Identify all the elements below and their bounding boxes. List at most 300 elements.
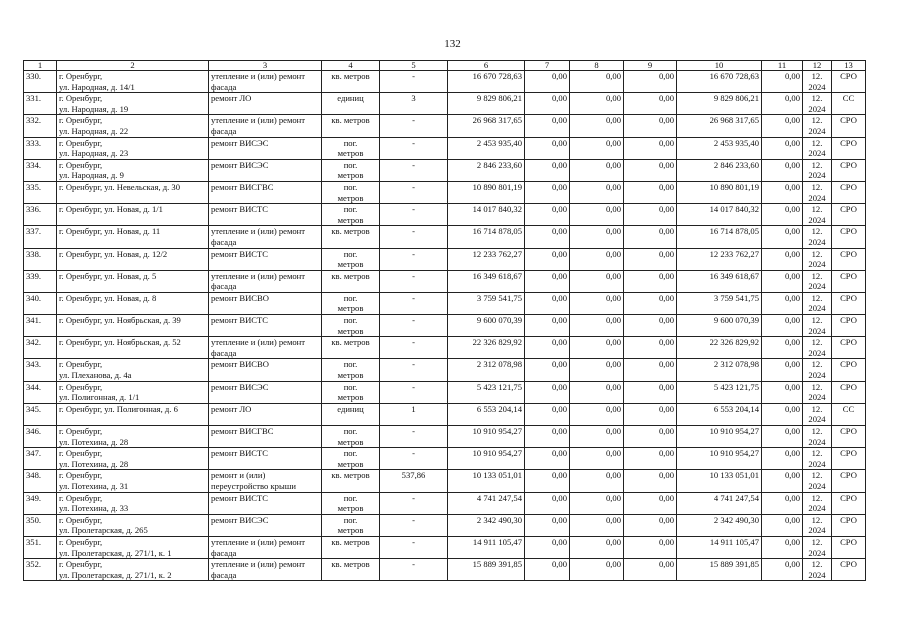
value-cell-col8: 0,00 [570, 204, 624, 226]
work-type-cell [209, 359, 322, 381]
unit-cell-line: метров [337, 303, 364, 314]
total-cost-cell: 9 829 806,21 [448, 93, 525, 115]
work-type-cell [209, 492, 322, 514]
completion-date-cell [803, 270, 832, 292]
value-cell-col7: 0,00 [525, 270, 570, 292]
completion-date-cell-line: 2024 [808, 547, 826, 558]
completion-date-cell-line: 12. [811, 248, 823, 259]
unit-cell-line: пог. [343, 426, 358, 436]
fund-cost-cell: 9 600 070,39 [677, 315, 762, 337]
fund-cost-cell: 12 233 762,27 [677, 248, 762, 270]
work-type-cell [209, 292, 322, 314]
quantity-cell: - [380, 159, 448, 181]
completion-date-cell-line: 2024 [808, 125, 826, 136]
work-type-cell [209, 337, 322, 359]
address-cell [57, 359, 209, 381]
completion-date-cell-line: 2024 [808, 347, 826, 358]
quantity-cell: 537,86 [380, 470, 448, 492]
completion-date-cell-line: 2024 [808, 414, 826, 425]
fund-cost-cell: 14 911 105,47 [677, 536, 762, 558]
total-cost-cell: 16 349 618,67 [448, 270, 525, 292]
row-number-cell: 338. [24, 248, 57, 270]
quantity-cell: - [380, 492, 448, 514]
row-number-cell: 339. [24, 270, 57, 292]
address-cell [57, 159, 209, 181]
value-cell-col8: 0,00 [570, 381, 624, 403]
unit-cell [322, 359, 380, 381]
column-number: 9 [624, 61, 677, 71]
fund-cost-cell: 10 910 954,27 [677, 448, 762, 470]
value-cell-col8: 0,00 [570, 270, 624, 292]
completion-date-cell-line: 12. [811, 315, 823, 326]
work-type-cell-line: фасада [211, 81, 237, 92]
address-cell [57, 115, 209, 137]
work-type-cell-line: ремонт ВИСТС [211, 248, 269, 259]
total-cost-cell: 3 759 541,75 [448, 292, 525, 314]
value-cell-col9: 0,00 [624, 204, 677, 226]
fund-cost-cell: 10 133 051,01 [677, 470, 762, 492]
value-cell-col11: 0,00 [762, 115, 803, 137]
unit-cell [322, 181, 380, 203]
address-cell [57, 337, 209, 359]
value-cell-col9: 0,00 [624, 93, 677, 115]
fund-cost-cell: 9 829 806,21 [677, 93, 762, 115]
total-cost-cell: 16 714 878,05 [448, 226, 525, 248]
work-type-cell [209, 270, 322, 292]
value-cell-col8: 0,00 [570, 470, 624, 492]
completion-date-cell [803, 115, 832, 137]
work-type-cell-line: ремонт ВИСЭС [211, 514, 269, 525]
total-cost-cell: 5 423 121,75 [448, 381, 525, 403]
quantity-cell: - [380, 204, 448, 226]
address-cell-line: ул. Плеханова, д. 4а [59, 370, 132, 381]
address-cell-line: г. Оренбург, ул. Ноябрьская, д. 52 [59, 337, 181, 348]
quantity-cell: - [380, 115, 448, 137]
value-cell-col9: 0,00 [624, 403, 677, 425]
completion-date-cell [803, 248, 832, 270]
completion-date-cell-line: 12. [811, 514, 823, 525]
fund-method-cell: СРО [832, 204, 866, 226]
address-cell [57, 492, 209, 514]
address-cell [57, 536, 209, 558]
fund-method-cell: СРО [832, 270, 866, 292]
address-cell [57, 448, 209, 470]
fund-method-cell: СРО [832, 448, 866, 470]
total-cost-cell: 9 600 070,39 [448, 315, 525, 337]
completion-date-cell [803, 226, 832, 248]
value-cell-col11: 0,00 [762, 559, 803, 581]
value-cell-col7: 0,00 [525, 448, 570, 470]
address-cell-line: ул. Потехина, д. 31 [59, 480, 129, 491]
unit-cell [322, 71, 380, 93]
quantity-cell: - [380, 426, 448, 448]
value-cell-col11: 0,00 [762, 137, 803, 159]
address-cell [57, 248, 209, 270]
table-row [24, 470, 866, 492]
work-type-cell-line: фасада [211, 547, 237, 558]
address-cell-line: ул. Народная, д. 14/1 [59, 81, 135, 92]
unit-cell [322, 426, 380, 448]
work-type-cell-line: фасада [211, 281, 237, 292]
table-row [24, 492, 866, 514]
address-cell-line: ул. Народная, д. 23 [59, 148, 129, 159]
work-type-cell-line: ремонт ВИСВО [211, 359, 269, 370]
quantity-cell: - [380, 337, 448, 359]
work-type-cell-line: ремонт ЛО [211, 93, 252, 104]
work-type-cell [209, 248, 322, 270]
total-cost-cell: 22 326 829,92 [448, 337, 525, 359]
repair-program-table [23, 60, 866, 581]
completion-date-cell-line: 12. [811, 93, 823, 104]
table-row [24, 248, 866, 270]
unit-cell-line: кв. метров [331, 337, 370, 348]
table-row [24, 315, 866, 337]
unit-cell [322, 137, 380, 159]
completion-date-cell [803, 315, 832, 337]
fund-cost-cell: 10 910 954,27 [677, 426, 762, 448]
value-cell-col11: 0,00 [762, 292, 803, 314]
value-cell-col7: 0,00 [525, 426, 570, 448]
value-cell-col8: 0,00 [570, 315, 624, 337]
total-cost-cell: 6 553 204,14 [448, 403, 525, 425]
row-number-cell: 333. [24, 137, 57, 159]
work-type-cell-line: ремонт и (или) [211, 470, 266, 481]
value-cell-col9: 0,00 [624, 448, 677, 470]
unit-cell-line: метров [337, 325, 364, 336]
value-cell-col9: 0,00 [624, 270, 677, 292]
unit-cell-line: единиц [337, 403, 364, 414]
column-number: 11 [762, 61, 803, 71]
row-number-cell: 348. [24, 470, 57, 492]
quantity-cell: - [380, 181, 448, 203]
total-cost-cell: 2 846 233,60 [448, 159, 525, 181]
fund-method-cell: СРО [832, 315, 866, 337]
table-row [24, 93, 866, 115]
value-cell-col9: 0,00 [624, 337, 677, 359]
unit-cell-line: метров [337, 436, 364, 447]
work-type-cell [209, 315, 322, 337]
completion-date-cell-line: 12. [811, 426, 823, 436]
completion-date-cell-line: 2024 [808, 525, 826, 536]
table-row [24, 381, 866, 403]
unit-cell [322, 93, 380, 115]
row-number-cell: 341. [24, 315, 57, 337]
address-cell-line: ул. Народная, д. 9 [59, 170, 124, 181]
unit-cell-line: метров [337, 503, 364, 514]
value-cell-col11: 0,00 [762, 514, 803, 536]
work-type-cell [209, 226, 322, 248]
completion-date-cell-line: 2024 [808, 503, 826, 514]
value-cell-col11: 0,00 [762, 315, 803, 337]
address-cell-line: ул. Потехина, д. 33 [59, 503, 129, 514]
value-cell-col9: 0,00 [624, 226, 677, 248]
fund-method-cell: СРО [832, 337, 866, 359]
work-type-cell-line: утепление и (или) ремонт [211, 559, 306, 570]
quantity-cell: - [380, 559, 448, 581]
completion-date-cell-line: 12. [811, 403, 823, 414]
completion-date-cell-line: 2024 [808, 392, 826, 403]
work-type-cell [209, 181, 322, 203]
total-cost-cell: 12 233 762,27 [448, 248, 525, 270]
work-type-cell [209, 448, 322, 470]
page-number: 132 [444, 38, 461, 50]
address-cell-line: г. Оренбург, [59, 536, 103, 547]
completion-date-cell-line: 12. [811, 159, 823, 170]
unit-cell-line: пог. [343, 159, 358, 170]
value-cell-col11: 0,00 [762, 93, 803, 115]
unit-cell [322, 115, 380, 137]
value-cell-col8: 0,00 [570, 292, 624, 314]
work-type-cell [209, 115, 322, 137]
total-cost-cell: 14 911 105,47 [448, 536, 525, 558]
value-cell-col7: 0,00 [525, 71, 570, 93]
address-cell [57, 403, 209, 425]
column-number: 6 [448, 61, 525, 71]
table-row [24, 514, 866, 536]
fund-method-cell: СРО [832, 137, 866, 159]
value-cell-col7: 0,00 [525, 403, 570, 425]
unit-cell [322, 248, 380, 270]
work-type-cell-line: ремонт ВИСЭС [211, 159, 269, 170]
value-cell-col8: 0,00 [570, 403, 624, 425]
address-cell [57, 514, 209, 536]
work-type-cell-line: фасада [211, 125, 237, 136]
table-row [24, 359, 866, 381]
row-number-cell: 340. [24, 292, 57, 314]
work-type-cell [209, 137, 322, 159]
address-cell-line: г. Оренбург, [59, 426, 103, 436]
total-cost-cell: 10 133 051,01 [448, 470, 525, 492]
fund-cost-cell: 14 017 840,32 [677, 204, 762, 226]
completion-date-cell [803, 470, 832, 492]
address-cell-line: г. Оренбург, [59, 559, 103, 570]
completion-date-cell [803, 403, 832, 425]
value-cell-col9: 0,00 [624, 71, 677, 93]
total-cost-cell: 2 342 490,30 [448, 514, 525, 536]
value-cell-col9: 0,00 [624, 559, 677, 581]
work-type-cell [209, 536, 322, 558]
fund-method-cell: СРО [832, 426, 866, 448]
total-cost-cell: 2 312 078,98 [448, 359, 525, 381]
work-type-cell-line: фасада [211, 347, 237, 358]
unit-cell-line: пог. [343, 315, 358, 326]
value-cell-col8: 0,00 [570, 492, 624, 514]
work-type-cell-line: переустройство крыши [211, 480, 296, 491]
value-cell-col8: 0,00 [570, 226, 624, 248]
row-number-cell: 343. [24, 359, 57, 381]
table-row [24, 226, 866, 248]
fund-method-cell: СРО [832, 181, 866, 203]
value-cell-col8: 0,00 [570, 93, 624, 115]
table-row [24, 292, 866, 314]
quantity-cell: - [380, 226, 448, 248]
row-number-cell: 336. [24, 204, 57, 226]
fund-method-cell: СРО [832, 159, 866, 181]
value-cell-col8: 0,00 [570, 337, 624, 359]
value-cell-col11: 0,00 [762, 337, 803, 359]
address-cell-line: г. Оренбург, [59, 470, 103, 481]
completion-date-cell-line: 2024 [808, 458, 826, 469]
unit-cell-line: единиц [337, 93, 364, 104]
unit-cell [322, 470, 380, 492]
completion-date-cell [803, 337, 832, 359]
value-cell-col7: 0,00 [525, 381, 570, 403]
completion-date-cell-line: 2024 [808, 281, 826, 292]
value-cell-col8: 0,00 [570, 248, 624, 270]
work-type-cell [209, 426, 322, 448]
address-cell [57, 226, 209, 248]
unit-cell-line: кв. метров [331, 270, 370, 281]
value-cell-col9: 0,00 [624, 359, 677, 381]
row-number-cell: 350. [24, 514, 57, 536]
value-cell-col11: 0,00 [762, 248, 803, 270]
completion-date-cell-line: 12. [811, 270, 823, 281]
row-number-cell: 345. [24, 403, 57, 425]
unit-cell [322, 270, 380, 292]
address-cell-line: г. Оренбург, ул. Новая, д. 12/2 [59, 248, 168, 259]
work-type-cell-line: ремонт ВИСТС [211, 204, 269, 215]
unit-cell-line: пог. [343, 292, 358, 303]
unit-cell-line: метров [337, 170, 364, 181]
unit-cell-line: пог. [343, 181, 358, 192]
value-cell-col9: 0,00 [624, 248, 677, 270]
address-cell-line: г. Оренбург, [59, 93, 103, 104]
completion-date-cell-line: 12. [811, 492, 823, 503]
unit-cell-line: кв. метров [331, 226, 370, 237]
row-number-cell: 352. [24, 559, 57, 581]
completion-date-cell-line: 2024 [808, 192, 826, 203]
completion-date-cell-line: 2024 [808, 170, 826, 181]
quantity-cell: - [380, 315, 448, 337]
unit-cell [322, 403, 380, 425]
address-cell-line: ул. Потехина, д. 28 [59, 436, 129, 447]
value-cell-col9: 0,00 [624, 381, 677, 403]
address-cell [57, 71, 209, 93]
completion-date-cell [803, 381, 832, 403]
row-number-cell: 331. [24, 93, 57, 115]
value-cell-col7: 0,00 [525, 315, 570, 337]
fund-method-cell: СРО [832, 492, 866, 514]
row-number-cell: 346. [24, 426, 57, 448]
value-cell-col9: 0,00 [624, 137, 677, 159]
total-cost-cell: 16 670 728,63 [448, 71, 525, 93]
row-number-cell: 337. [24, 226, 57, 248]
completion-date-cell-line: 12. [811, 536, 823, 547]
value-cell-col11: 0,00 [762, 226, 803, 248]
value-cell-col7: 0,00 [525, 137, 570, 159]
fund-method-cell: СРО [832, 359, 866, 381]
work-type-cell [209, 559, 322, 581]
completion-date-cell-line: 2024 [808, 259, 826, 270]
table-row [24, 137, 866, 159]
value-cell-col7: 0,00 [525, 559, 570, 581]
fund-cost-cell: 2 846 233,60 [677, 159, 762, 181]
completion-date-cell-line: 2024 [808, 480, 826, 491]
value-cell-col8: 0,00 [570, 137, 624, 159]
completion-date-cell-line: 2024 [808, 370, 826, 381]
value-cell-col7: 0,00 [525, 359, 570, 381]
fund-cost-cell: 6 553 204,14 [677, 403, 762, 425]
value-cell-col7: 0,00 [525, 248, 570, 270]
completion-date-cell-line: 12. [811, 359, 823, 370]
unit-cell-line: метров [337, 370, 364, 381]
address-cell-line: г. Оренбург, [59, 492, 103, 503]
work-type-cell-line: ремонт ВИСГВС [211, 426, 274, 436]
completion-date-cell-line: 2024 [808, 236, 826, 247]
table-row [24, 159, 866, 181]
unit-cell-line: кв. метров [331, 115, 370, 126]
quantity-cell: - [380, 248, 448, 270]
value-cell-col11: 0,00 [762, 270, 803, 292]
value-cell-col7: 0,00 [525, 159, 570, 181]
completion-date-cell-line: 2024 [808, 325, 826, 336]
table-row [24, 426, 866, 448]
address-cell-line: ул. Народная, д. 19 [59, 103, 129, 114]
address-cell-line: г. Оренбург, ул. Новая, д. 8 [59, 292, 157, 303]
unit-cell [322, 226, 380, 248]
work-type-cell [209, 204, 322, 226]
row-number-cell: 334. [24, 159, 57, 181]
quantity-cell: - [380, 292, 448, 314]
column-number: 10 [677, 61, 762, 71]
completion-date-cell [803, 536, 832, 558]
row-number-cell: 351. [24, 536, 57, 558]
table-row [24, 181, 866, 203]
completion-date-cell-line: 2024 [808, 436, 826, 447]
unit-cell-line: пог. [343, 381, 358, 392]
unit-cell-line: метров [337, 259, 364, 270]
completion-date-cell-line: 2024 [808, 148, 826, 159]
unit-cell [322, 559, 380, 581]
total-cost-cell: 15 889 391,85 [448, 559, 525, 581]
completion-date-cell-line: 2024 [808, 81, 826, 92]
row-number-cell: 347. [24, 448, 57, 470]
completion-date-cell-line: 12. [811, 71, 823, 81]
address-cell-line: г. Оренбург, ул. Новая, д. 11 [59, 226, 161, 237]
total-cost-cell: 26 968 317,65 [448, 115, 525, 137]
work-type-cell [209, 93, 322, 115]
quantity-cell: - [380, 270, 448, 292]
address-cell-line: ул. Потехина, д. 28 [59, 458, 129, 469]
value-cell-col8: 0,00 [570, 514, 624, 536]
address-cell [57, 292, 209, 314]
value-cell-col11: 0,00 [762, 492, 803, 514]
unit-cell-line: кв. метров [331, 71, 370, 81]
value-cell-col9: 0,00 [624, 115, 677, 137]
total-cost-cell: 10 910 954,27 [448, 426, 525, 448]
completion-date-cell [803, 71, 832, 93]
value-cell-col7: 0,00 [525, 204, 570, 226]
total-cost-cell: 10 910 954,27 [448, 448, 525, 470]
fund-method-cell: СРО [832, 248, 866, 270]
fund-method-cell: СРО [832, 226, 866, 248]
quantity-cell: - [380, 536, 448, 558]
value-cell-col8: 0,00 [570, 359, 624, 381]
fund-method-cell: СС [832, 403, 866, 425]
completion-date-cell-line: 12. [811, 559, 823, 570]
unit-cell [322, 315, 380, 337]
quantity-cell: - [380, 137, 448, 159]
work-type-cell [209, 470, 322, 492]
value-cell-col8: 0,00 [570, 71, 624, 93]
fund-method-cell: СРО [832, 381, 866, 403]
address-cell-line: г. Оренбург, [59, 115, 103, 126]
value-cell-col8: 0,00 [570, 115, 624, 137]
unit-cell [322, 381, 380, 403]
address-cell-line: г. Оренбург, [59, 514, 103, 525]
table-row [24, 559, 866, 581]
unit-cell-line: пог. [343, 448, 358, 459]
